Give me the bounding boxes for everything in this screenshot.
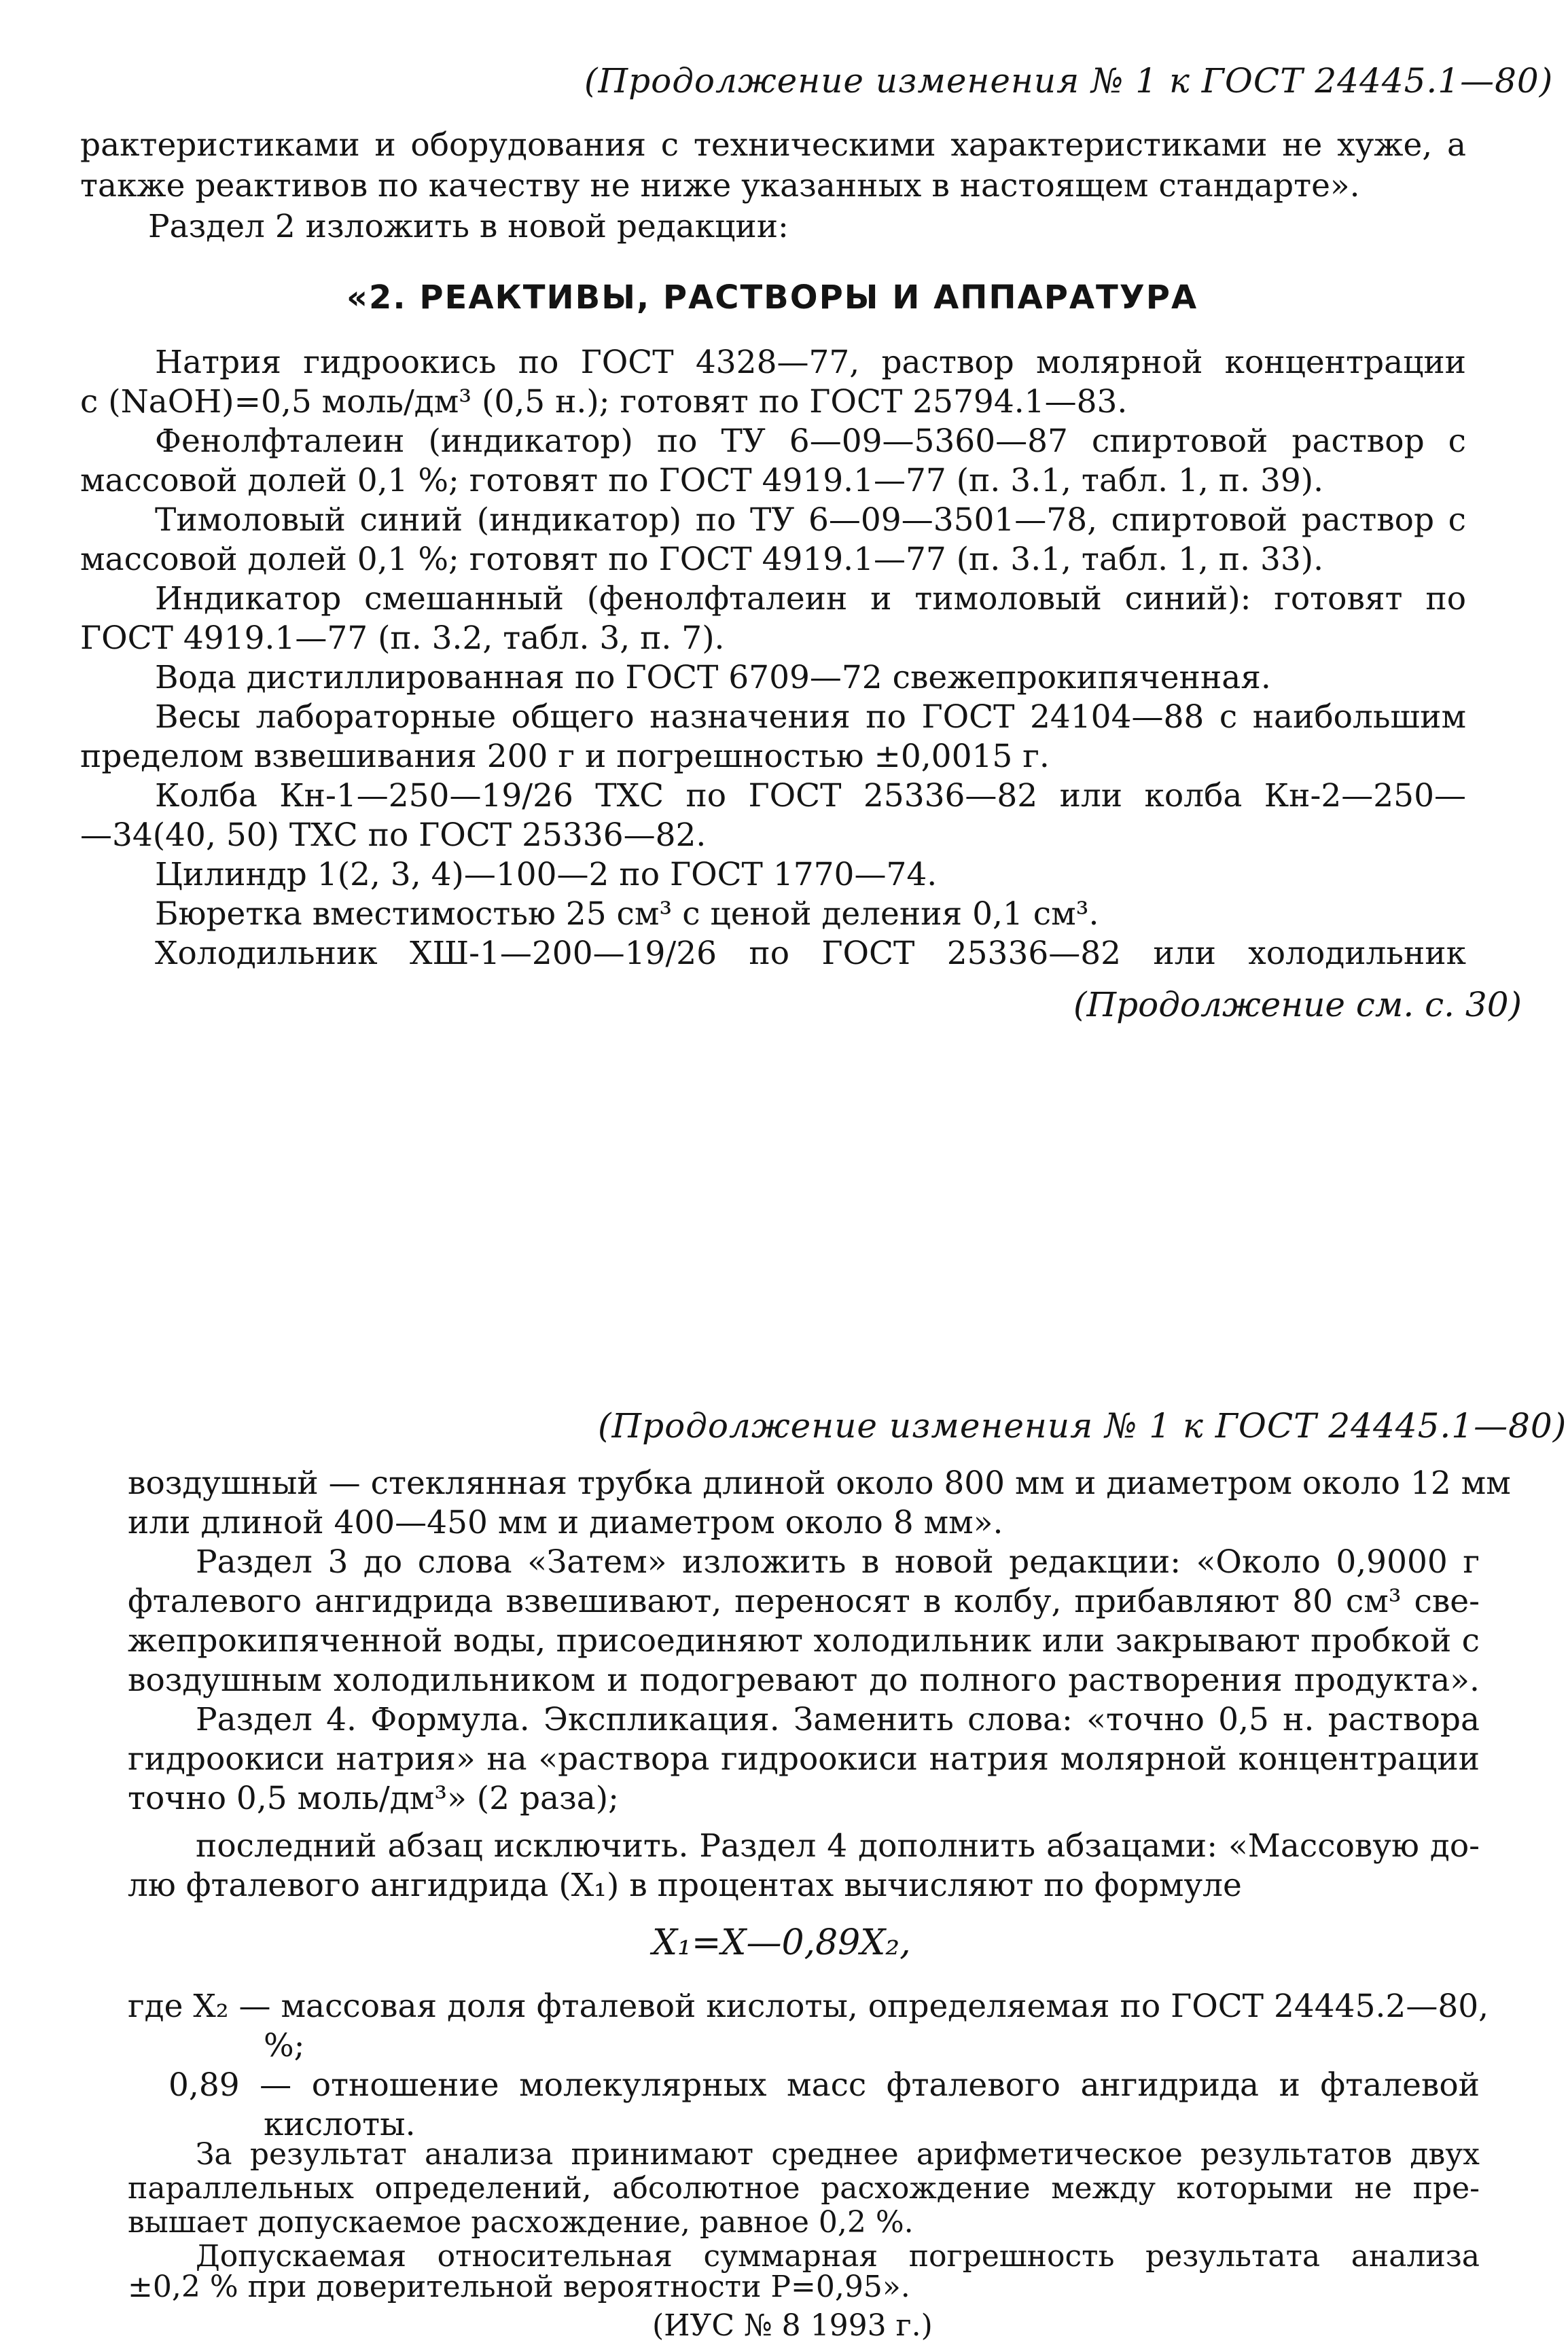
text-line: —34(40, 50) ТХС по ГОСТ 25336—82. xyxy=(80,817,707,854)
text-line: Раздел 3 до слова «Затем» изложить в новой редакции: «Около 0,9000 г xyxy=(196,1543,1480,1581)
text-line: также реактивов по качеству не ниже указанных в настоящем стандарте». xyxy=(80,167,1360,204)
text-line: массовой долей 0,1 %; готовят по ГОСТ 4919.1—77 (п. 3.1, табл. 1, п. 33). xyxy=(80,541,1324,578)
text-line: Тимоловый синий (индикатор) по ТУ 6—09—3501—78, спиртовой раствор с xyxy=(155,501,1466,539)
text-line: Раздел 4. Формула. Экспликация. Заменить слова: «точно 0,5 н. раствора xyxy=(196,1701,1480,1738)
text-line: Допускаемая относительная суммарная погрешность результата анализа xyxy=(196,2239,1480,2274)
top-header: (Продолжение изменения № 1 к ГОСТ 24445.1—80) xyxy=(584,61,1554,101)
text-line: ГОСТ 4919.1—77 (п. 3.2, табл. 3, п. 7). xyxy=(80,620,725,657)
text-line: Цилиндр 1(2, 3, 4)—100—2 по ГОСТ 1770—74. xyxy=(155,856,938,893)
text-line: или длиной 400—450 мм и диаметром около 8 мм». xyxy=(128,1504,1003,1541)
text-line: ±0,2 % при доверительной вероятности P=0,95». xyxy=(128,2270,910,2304)
text-line: %; xyxy=(264,2027,305,2064)
text-line: жепрокипяченной воды, присоединяют холодильник или закрывают пробкой с xyxy=(128,1622,1480,1660)
text-line: Фенолфталеин (индикатор) по ТУ 6—09—5360—87 спиртовой раствор с xyxy=(155,423,1466,460)
text-line: Раздел 2 изложить в новой редакции: xyxy=(148,208,789,245)
text-line: с (NaOH)=0,5 моль/дм³ (0,5 н.); готовят по ГОСТ 25794.1—83. xyxy=(80,383,1128,420)
text-line: Бюретка вместимостью 25 см³ с ценой деления 0,1 см³. xyxy=(155,895,1099,933)
text-line: кислоты. xyxy=(264,2106,416,2143)
formula: X₁=X—0,89X₂, xyxy=(652,1922,911,1963)
ius-note: (ИУС № 8 1993 г.) xyxy=(652,2308,933,2343)
text-line: воздушным холодильником и подогревают до полного растворения продукта». xyxy=(128,1662,1480,1699)
text-line: Индикатор смешанный (фенолфталеин и тимоловый синий): готовят по xyxy=(155,580,1466,617)
continued-note: (Продолжение см. с. 30) xyxy=(1073,985,1522,1024)
text-line: где X₂ — массовая доля фталевой кислоты, определяемая по ГОСТ 24445.2—80, xyxy=(128,1988,1489,2025)
text-line: лю фталевого ангидрида (X₁) в процентах вычисляют по формуле xyxy=(128,1867,1242,1904)
text-line: Натрия гидроокись по ГОСТ 4328—77, раствор молярной концентрации xyxy=(155,344,1466,381)
text-line: вышает допускаемое расхождение, равное 0,2 %. xyxy=(128,2205,914,2240)
text-line: массовой долей 0,1 %; готовят по ГОСТ 4919.1—77 (п. 3.1, табл. 1, п. 39). xyxy=(80,462,1324,499)
text-line: За результат анализа принимают среднее арифметическое результатов двух xyxy=(196,2137,1480,2172)
text-line: рактеристиками и оборудования с техническими характеристиками не хуже, а xyxy=(80,126,1466,164)
text-line: Вода дистиллированная по ГОСТ 6709—72 свежепрокипяченная. xyxy=(155,659,1271,696)
text-line: фталевого ангидрида взвешивают, переносят в колбу, прибавляют 80 см³ све- xyxy=(128,1583,1480,1620)
section-title: «2. РЕАКТИВЫ, РАСТВОРЫ И АППАРАТУРА xyxy=(346,279,1198,317)
text-line: Холодильник ХШ-1—200—19/26 по ГОСТ 25336—82 или холодильник xyxy=(155,935,1466,972)
text-line: Колба Кн-1—250—19/26 ТХС по ГОСТ 25336—82 или колба Кн-2—250— xyxy=(155,777,1466,814)
text-line: гидроокиси натрия» на «раствора гидроокиси натрия молярной концентрации xyxy=(128,1740,1480,1778)
text-line: Весы лабораторные общего назначения по ГОСТ 24104—88 с наибольшим xyxy=(155,698,1466,736)
text-line: параллельных определений, абсолютное расхождение между которыми не пре- xyxy=(128,2171,1480,2206)
text-line: последний абзац исключить. Раздел 4 дополнить абзацами: «Массовую до- xyxy=(196,1827,1480,1865)
text-line: точно 0,5 моль/дм³» (2 раза); xyxy=(128,1780,619,1817)
bottom-header: (Продолжение изменения № 1 к ГОСТ 24445.1—80) xyxy=(598,1406,1567,1446)
text-line: 0,89 — отношение молекулярных масс фталевого ангидрида и фталевой xyxy=(168,2066,1480,2104)
text-line: воздушный — стеклянная трубка длиной около 800 мм и диаметром около 12 мм xyxy=(128,1465,1511,1502)
text-line: пределом взвешивания 200 г и погрешностью ±0,0015 г. xyxy=(80,738,1050,775)
